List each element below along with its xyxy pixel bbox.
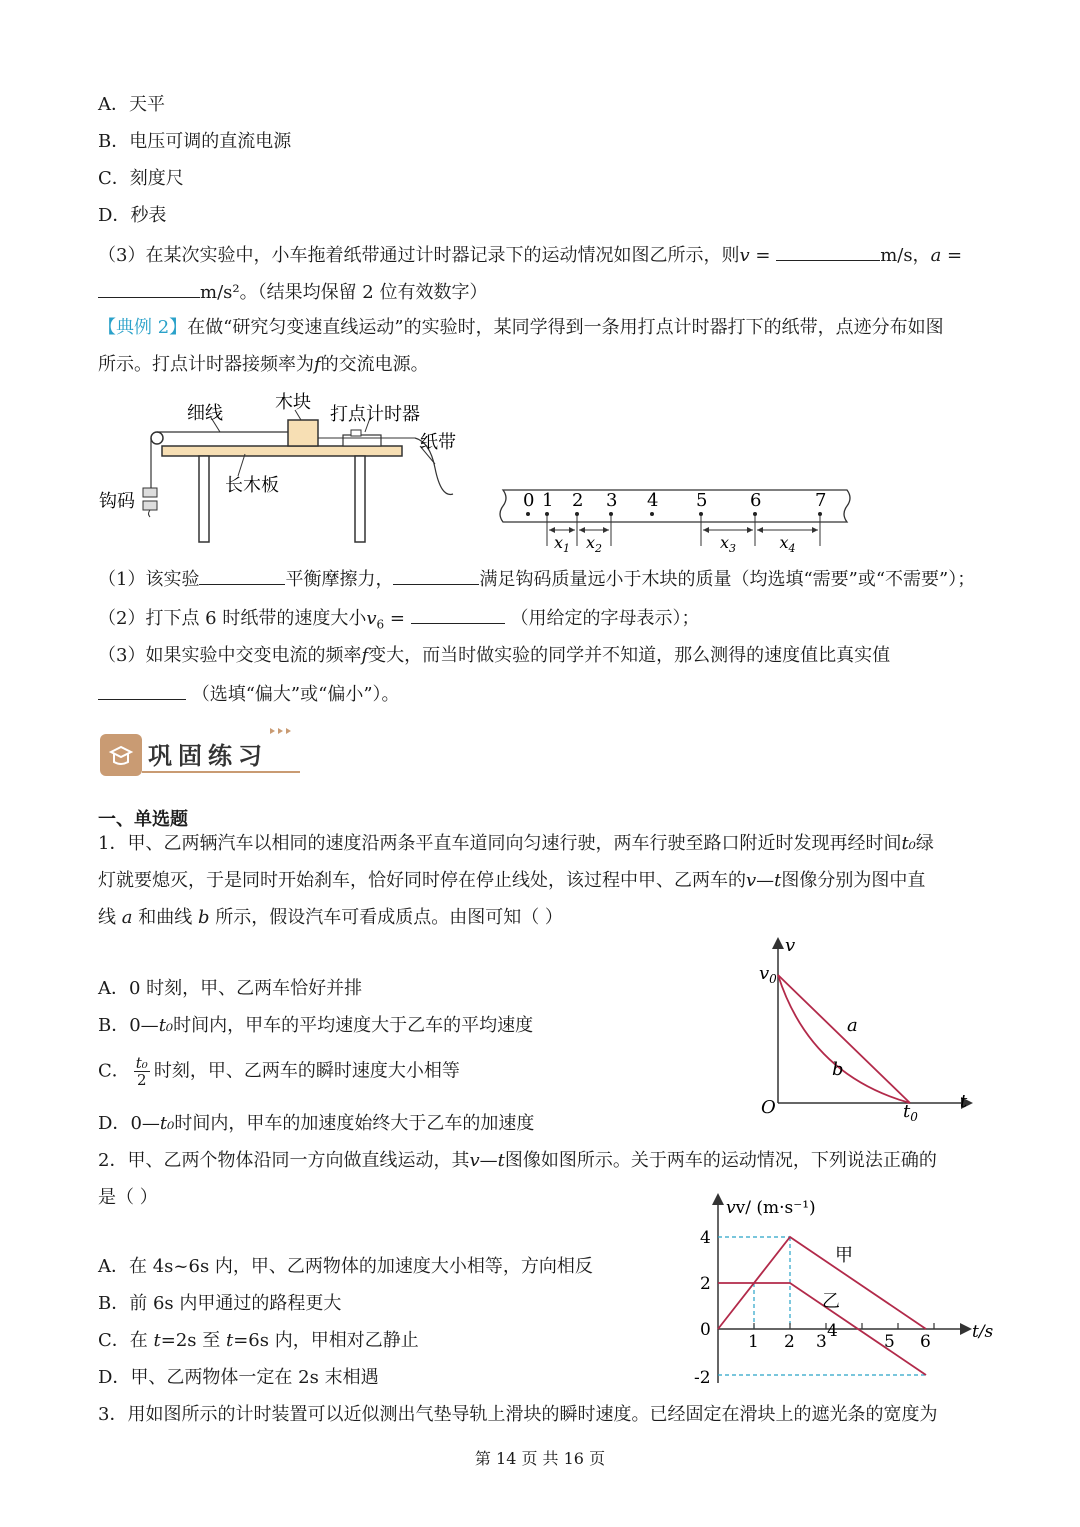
q1-option-d: D．0—t₀时间内，甲车的加速度始终大于乙车的加速度 (98, 1113, 535, 1134)
tape-figure (495, 486, 855, 556)
q2-vt-graph (690, 1193, 1000, 1393)
tape-segment-label: $x_2$ (586, 533, 603, 555)
tape-dot (650, 512, 654, 516)
q1-line2: 灯就要熄灭，于是同时开始刹车，恰好同时停在停止线处，该过程中甲、乙两车的v—t图像分别为图中直 (98, 870, 926, 891)
svg-text:v0: $v_0$ (759, 963, 777, 986)
option-b: B．电压可调的直流电源 (98, 131, 292, 152)
svg-text:2: 2 (700, 1274, 711, 1294)
q1-option-a: A．0 时刻，甲、乙两车恰好并排 (98, 978, 363, 999)
q1-vt-graph (755, 935, 980, 1130)
section-title: 一、单选题 (98, 809, 188, 830)
svg-text:2: 2 (784, 1332, 795, 1352)
arrowhead-icon (812, 527, 818, 533)
arrowhead-icon (703, 527, 709, 533)
example2-q3: （3）如果实验中交变电流的频率f变大，而当时做实验的同学并不知道，那么测得的速度值比真实值 (98, 645, 891, 666)
answer-blank[interactable] (98, 681, 186, 700)
svg-text:4: 4 (700, 1228, 711, 1248)
svg-text:-2: -2 (694, 1368, 711, 1388)
label-string: 细线 (187, 403, 223, 424)
answer-blank[interactable] (98, 279, 200, 298)
tape-segment-label: $x_3$ (720, 533, 737, 555)
example2-q2: （2）打下点 6 时纸带的速度大小$v_6$ = （用给定的字母表示）； (98, 605, 699, 637)
apparatus-figure (95, 388, 475, 553)
answer-blank[interactable] (199, 566, 285, 585)
tape-dot (753, 512, 757, 516)
svg-text:O: O (761, 1097, 776, 1118)
label-timer: 打点计时器 (330, 404, 420, 425)
example2-line2: 所示。打点计时器接频率为f的交流电源。 (98, 354, 429, 375)
answer-blank[interactable] (393, 566, 479, 585)
arrowhead-icon (747, 527, 753, 533)
page-footer: 第 14 页 共 16 页 (474, 1449, 606, 1468)
svg-text:b: b (832, 1059, 844, 1080)
tape-dot (609, 512, 613, 516)
tape-dot (575, 512, 579, 516)
tape-dot (699, 512, 703, 516)
q2-option-c: C．在 t=2s 至 t=6s 内，甲相对乙静止 (98, 1330, 419, 1351)
example2-q1: （1）该实验 平衡摩擦力， 满足钩码质量远小于木块的质量（均选填“需要”或“不需要”）； (98, 566, 975, 592)
svg-text:vv/ (m·s⁻¹): vv/ (m·s⁻¹) (726, 1198, 816, 1218)
tape-point-label: 5 (696, 490, 708, 511)
svg-text:1: 1 (748, 1332, 759, 1352)
example2-q3-cont: （选填“偏大”或“偏小”）。 (98, 681, 400, 707)
arrowhead-icon (569, 527, 575, 533)
tape-dot (545, 512, 549, 516)
line-a (778, 975, 910, 1103)
tape-segment-label: $x_4$ (779, 533, 796, 555)
tape-point-label: 7 (815, 490, 827, 511)
q1-option-c: C． $\frac{\text{t₀}}{2}$ 时刻，甲、乙两车的瞬时速度大小相等 (98, 1054, 460, 1089)
tape-point-label: 3 (606, 490, 618, 511)
svg-text:t0: $t_0$ (903, 1101, 918, 1124)
tape-point-label: 0 (523, 490, 535, 511)
q2-line2: 是（ ） (98, 1187, 158, 1208)
option-a: A．天平 (98, 94, 165, 115)
svg-text:乙: 乙 (822, 1291, 840, 1312)
svg-text:4: 4 (827, 1321, 838, 1341)
arrowhead-icon (603, 527, 609, 533)
q1-option-b: B．0—t₀时间内，甲车的平均速度大于乙车的平均速度 (98, 1015, 534, 1036)
practice-banner (100, 728, 305, 778)
example2-line1: 【典例 2】在做“研究匀变速直线运动”的实验时，某同学得到一条用打点计时器打下的纸带，点迹分布如图 (98, 317, 944, 338)
svg-text:v: v (785, 935, 796, 956)
svg-text:a: a (847, 1015, 858, 1036)
answer-blank[interactable] (411, 605, 505, 624)
option-c: C．刻度尺 (98, 168, 184, 189)
q2-option-a: A．在 4s~6s 内，甲、乙两物体的加速度大小相等，方向相反 (98, 1256, 593, 1277)
q2-option-d: D．甲、乙两物体一定在 2s 末相遇 (98, 1367, 379, 1388)
svg-text:3: 3 (816, 1332, 827, 1352)
q1-line1: 1．甲、乙两辆汽车以相同的速度沿两条平直车道同向匀速行驶，两车行驶至路口附近时发现再经时间t₀绿 (98, 833, 934, 854)
label-block: 木块 (275, 392, 311, 413)
svg-text:t/s: t/s (972, 1322, 994, 1342)
answer-blank[interactable] (776, 242, 880, 261)
tape-point-label: 4 (647, 490, 659, 511)
example-tag: 【典例 2】 (98, 317, 188, 338)
label-board: 长木板 (225, 475, 279, 496)
svg-text:甲: 甲 (835, 1245, 853, 1266)
tape-dot (526, 512, 530, 516)
arrowhead-icon (757, 527, 763, 533)
label-tape: 纸带 (420, 432, 456, 453)
svg-text:0: 0 (700, 1320, 711, 1340)
tape-point-label: 2 (572, 490, 584, 511)
tape-dot (818, 512, 822, 516)
svg-text:t: t (960, 1091, 968, 1112)
question-part3-cont: m/s²。（结果均保留 2 位有效数字） (98, 279, 487, 305)
svg-text:6: 6 (920, 1332, 931, 1352)
tape-segment-label: $x_1$ (554, 533, 571, 555)
svg-text:5: 5 (884, 1332, 895, 1352)
fraction: $\frac{\text{t₀}}{2}$ (135, 1054, 148, 1089)
q1-line3: 线 a 和曲线 b 所示，假设汽车可看成质点。由图可知（ ） (98, 907, 563, 928)
arrowhead-icon (579, 527, 585, 533)
option-d: D．秒表 (98, 205, 167, 226)
arrows-icon (270, 728, 291, 734)
tape-point-label: 1 (542, 490, 554, 511)
q2-line1: 2．甲、乙两个物体沿同一方向做直线运动，其v—t图像如图所示。关于两车的运动情况，下列说法正确的 (98, 1150, 937, 1171)
q2-option-b: B．前 6s 内甲通过的路程更大 (98, 1293, 342, 1314)
tape-point-label: 6 (750, 490, 762, 511)
banner-title: 巩固练习 (148, 741, 268, 770)
label-weight: 钩码 (99, 491, 135, 512)
question-part3: （3）在某次实验中，小车拖着纸带通过计时器记录下的运动情况如图乙所示，则v = m/s，a = (98, 242, 962, 268)
q3-line1: 3．用如图所示的计时装置可以近似测出气垫导轨上滑块的瞬时速度。已经固定在滑块上的遮光条的宽度为 (98, 1404, 938, 1425)
